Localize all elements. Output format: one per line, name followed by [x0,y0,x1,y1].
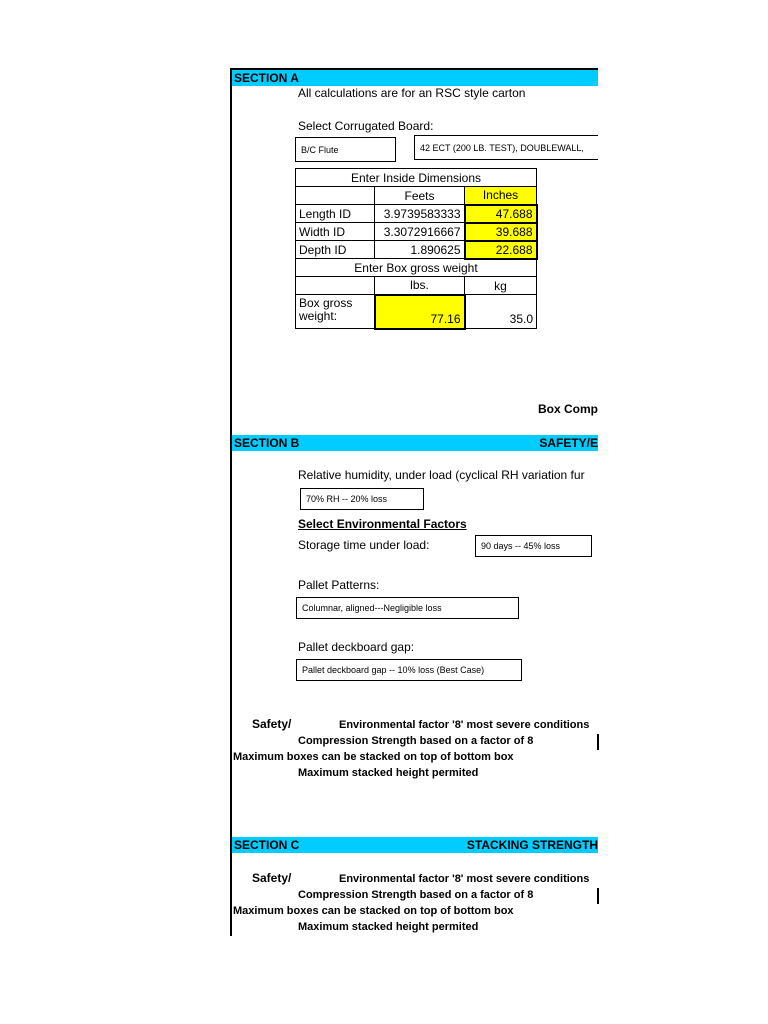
length-feet: 3.9739583333 [375,205,465,223]
table-row [296,205,537,223]
board-select[interactable]: 42 ECT (200 LB. TEST), DOUBLEWALL, [414,135,598,160]
weight-label-line1: Box gross [299,296,353,310]
weight-title: Enter Box gross weight [296,259,537,277]
section-c-header [232,837,598,853]
board-label: Select Corrugated Board: [298,119,434,133]
col-kg: kg [465,277,537,295]
env-factors-title: Select Environmental Factors [298,517,467,531]
length-inches-input[interactable]: 47.688 [465,205,537,223]
env-factor-c: Environmental factor '8' most severe conditions [339,873,590,885]
section-b-header [232,435,598,451]
section-c-title: SECTION C [234,838,300,852]
section-b-title: SECTION B [234,436,300,450]
depth-inches-input[interactable]: 22.688 [465,241,537,259]
intro-text: All calculations are for an RSC style carton [298,86,526,100]
env-factor-b: Environmental factor '8' most severe conditions [339,719,590,731]
depth-feet: 1.890625 [375,241,465,259]
weight-lbs-input[interactable]: 77.16 [375,295,465,329]
box-comp-label: Box Comp [538,402,598,416]
dims-title: Enter Inside Dimensions [296,169,537,187]
row-label: Length ID [296,205,375,223]
col-feet: Feets [375,187,465,205]
row-label: Width ID [296,223,375,241]
compression-c: Compression Strength based on a factor of 8 [298,889,534,901]
col-lbs: lbs. [375,277,465,295]
weight-kg: 35.0 [465,295,537,329]
gap-select[interactable]: Pallet deckboard gap -- 10% loss (Best Case) [296,659,522,681]
flute-select[interactable]: B/C Flute [295,137,396,162]
cell-divider-b [597,734,599,750]
max-boxes-b: Maximum boxes can be stacked on top of bottom box [233,751,514,763]
cell-divider-c [597,888,599,904]
weight-label-line2: weight: [299,309,338,323]
table-row [296,241,537,259]
width-inches-input[interactable]: 39.688 [465,223,537,241]
storage-label: Storage time under load: [298,538,430,552]
section-a-title: SECTION A [234,71,299,85]
humidity-select[interactable]: 70% RH -- 20% loss [300,488,424,510]
row-label: Depth ID [296,241,375,259]
pallet-label: Pallet Patterns: [298,578,380,592]
col-inches: Inches [465,187,537,205]
section-c-right: STACKING STRENGTH [466,838,598,852]
weight-label [296,295,375,329]
width-feet: 3.3072916667 [375,223,465,241]
section-a-header [232,70,598,86]
table-row [296,223,537,241]
compression-b: Compression Strength based on a factor of 8 [298,735,534,747]
max-height-c: Maximum stacked height permited [298,921,479,933]
section-b-right: SAFETY/E [539,436,598,450]
dimensions-table [295,168,538,330]
storage-select[interactable]: 90 days -- 45% loss [475,535,592,557]
pallet-select[interactable]: Columnar, aligned---Negligible loss [296,597,519,619]
left-border [230,70,232,936]
max-boxes-c: Maximum boxes can be stacked on top of bottom box [233,905,514,917]
humidity-label: Relative humidity, under load (cyclical RH variation fur [298,468,585,482]
safety-label-c: Safety/ [252,871,292,885]
gap-label: Pallet deckboard gap: [298,640,415,654]
max-height-b: Maximum stacked height permited [298,767,479,779]
safety-label-b: Safety/ [252,717,292,731]
